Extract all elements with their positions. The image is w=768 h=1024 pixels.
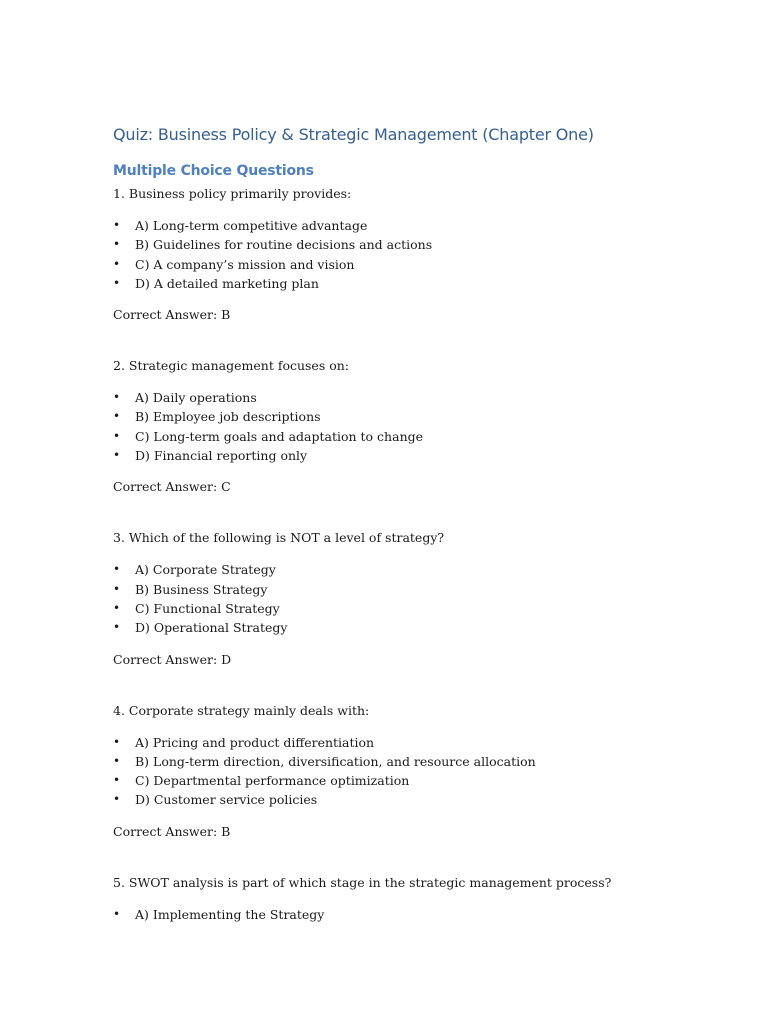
bullet-icon: • [113, 409, 121, 424]
question-text: 2. Strategic management focuses on: [113, 358, 350, 374]
option-text: C) Functional Strategy [135, 600, 280, 616]
option-text: D) Customer service policies [135, 792, 318, 808]
bullet-icon: • [113, 792, 121, 807]
bullet-icon: • [113, 753, 121, 768]
correct-answer: Correct Answer: C [113, 479, 231, 495]
option-text: A) Pricing and product differentiation [135, 734, 375, 750]
option-item [113, 255, 713, 274]
bullet-icon: • [113, 448, 121, 463]
option-item [113, 446, 713, 465]
bullet-icon: • [113, 428, 121, 443]
bullet-icon: • [113, 906, 121, 921]
option-text: C) Departmental performance optimization [135, 773, 410, 789]
bullet-icon: • [113, 562, 121, 577]
option-item [113, 235, 713, 254]
option-item [113, 216, 713, 235]
question-4 [113, 702, 713, 841]
option-text: A) Implementing the Strategy [135, 906, 325, 922]
option-list [113, 733, 713, 810]
question-1 [113, 185, 713, 324]
bullet-icon: • [113, 581, 121, 596]
option-item [113, 427, 713, 446]
option-item [113, 733, 713, 752]
option-list [113, 905, 713, 924]
option-text: B) Business Strategy [135, 581, 268, 597]
bullet-icon: • [113, 773, 121, 788]
option-text: D) Financial reporting only [135, 448, 308, 464]
bullet-icon: • [113, 390, 121, 405]
question-5 [113, 874, 713, 924]
correct-answer: Correct Answer: B [113, 823, 231, 839]
bullet-icon: • [113, 275, 121, 290]
option-text: B) Long-term direction, diversification, and resource allocation [135, 753, 536, 769]
bullet-icon: • [113, 256, 121, 271]
page-title: Quiz: Business Policy & Strategic Management (Chapter One) [113, 125, 594, 144]
option-text: B) Guidelines for routine decisions and actions [135, 237, 433, 253]
bullet-icon: • [113, 734, 121, 749]
option-item [113, 905, 713, 924]
option-text: A) Long-term competitive advantage [135, 218, 368, 233]
option-text: D) Operational Strategy [135, 620, 288, 636]
option-item [113, 771, 713, 790]
option-item [113, 752, 713, 771]
question-3 [113, 529, 713, 668]
option-text: B) Employee job descriptions [135, 409, 321, 425]
option-text: A) Daily operations [135, 390, 257, 406]
correct-answer: Correct Answer: D [113, 651, 232, 667]
question-text: 4. Corporate strategy mainly deals with: [113, 702, 370, 718]
option-item [113, 274, 713, 293]
option-list [113, 216, 713, 293]
question-text: 5. SWOT analysis is part of which stage in the strategic management process? [113, 874, 612, 890]
bullet-icon: • [113, 600, 121, 615]
option-item [113, 388, 713, 407]
option-text: A) Corporate Strategy [135, 562, 276, 578]
bullet-icon: • [113, 218, 121, 232]
option-item [113, 407, 713, 426]
option-item [113, 790, 713, 809]
option-text: D) A detailed marketing plan [135, 275, 319, 291]
option-item [113, 580, 713, 599]
option-list [113, 388, 713, 465]
option-list [113, 560, 713, 637]
question-text: 3. Which of the following is NOT a level of strategy? [113, 530, 445, 546]
option-item [113, 618, 713, 637]
question-text: 1. Business policy primarily provides: [113, 186, 352, 201]
option-item [113, 560, 713, 579]
bullet-icon: • [113, 620, 121, 635]
document-content [113, 123, 713, 937]
option-text: C) Long-term goals and adaptation to change [135, 428, 424, 444]
option-item [113, 599, 713, 618]
question-2 [113, 357, 713, 496]
bullet-icon: • [113, 237, 121, 252]
correct-answer: Correct Answer: B [113, 307, 231, 323]
option-text: C) A company’s mission and vision [135, 256, 355, 272]
section-heading: Multiple Choice Questions [113, 163, 314, 179]
